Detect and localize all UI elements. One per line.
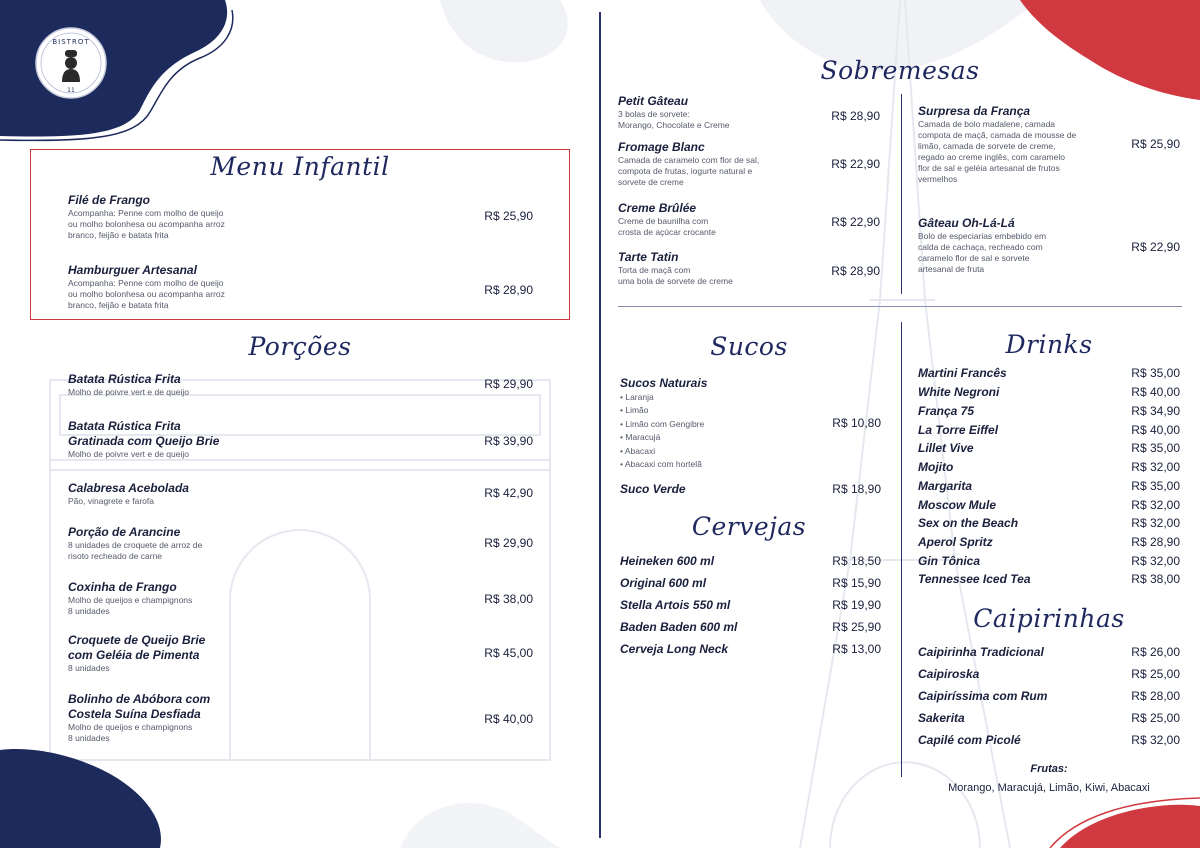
caipirinha-item: Sakerita R$ 25,00 bbox=[918, 711, 1180, 725]
drink-item: Aperol Spritz R$ 28,90 bbox=[918, 535, 1180, 549]
drink-item: Moscow Mule R$ 32,00 bbox=[918, 498, 1180, 512]
watermark-cloud-bottom bbox=[400, 803, 560, 848]
item-price: R$ 28,90 bbox=[484, 283, 533, 297]
drink-item: Lillet Vive R$ 35,00 bbox=[918, 441, 1180, 455]
cerveja-item: Stella Artois 550 ml R$ 19,90 bbox=[620, 598, 881, 612]
drink-item: Gin Tônica R$ 32,00 bbox=[918, 554, 1180, 568]
caipirinhas-title: Caipirinhas bbox=[973, 604, 1125, 633]
caipirinha-item: Caipirinha Tradicional R$ 26,00 bbox=[918, 645, 1180, 659]
sucos-title: Sucos bbox=[710, 332, 788, 361]
cerveja-item: Cerveja Long Neck R$ 13,00 bbox=[620, 642, 881, 656]
cerveja-item: Original 600 ml R$ 15,90 bbox=[620, 576, 881, 590]
sobremesa-item: Tarte Tatin Torta de maçã com uma bola de sorvete de creme R$ 28,90 bbox=[618, 250, 880, 286]
porcoes-title: Porções bbox=[248, 332, 352, 361]
caipirinha-item: Caipiroska R$ 25,00 bbox=[918, 667, 1180, 681]
drink-item: Margarita R$ 35,00 bbox=[918, 479, 1180, 493]
frutas-list: Morango, Maracujá, Limão, Kiwi, Abacaxi bbox=[948, 782, 1150, 794]
sobremesas-title: Sobremesas bbox=[820, 56, 980, 85]
porcao-item: Calabresa Acebolada Pão, vinagrete e farofa R$ 42,90 bbox=[68, 481, 533, 506]
section-divider bbox=[618, 306, 1182, 307]
menu-infantil-title: Menu Infantil bbox=[210, 152, 390, 181]
column-divider-bottom bbox=[901, 322, 902, 777]
suco-item: Sucos Naturais • Laranja • Limão • Limão com Gengibre • Maracujá • Abacaxi • Abacaxi com hortelã R$ 10,80 bbox=[620, 376, 881, 471]
caipirinha-item: Caipiríssima com Rum R$ 28,00 bbox=[918, 689, 1180, 703]
column-divider-top bbox=[901, 94, 902, 294]
cervejas-title: Cervejas bbox=[691, 512, 807, 541]
drink-item: White Negroni R$ 40,00 bbox=[918, 385, 1180, 399]
svg-text:BISTROT: BISTROT bbox=[52, 38, 90, 46]
item-name: Filé de Frango bbox=[68, 193, 151, 207]
sobremesa-item: Gâteau Oh-Lá-Lá Bolo de especiarias embebido em calda de cachaça, recheado com caramelo flor de sal e sorvete artesanal de fruta R$ 22,90 bbox=[918, 216, 1180, 274]
svg-text:11: 11 bbox=[67, 87, 75, 94]
porcao-item: Batata Rústica Frita Gratinada com Queijo Brie Molho de poivre vert e de queijo R$ 39,90 bbox=[68, 419, 533, 459]
frutas-label: Frutas: bbox=[1030, 763, 1068, 775]
navy-corner-bottom-left bbox=[0, 749, 161, 848]
porcao-item: Batata Rústica Frita Molho de poivre vert e de queijo R$ 29,90 bbox=[68, 372, 533, 397]
suco-options: • Laranja • Limão • Limão com Gengibre • Maracujá • Abacaxi • Abacaxi com hortelã bbox=[620, 391, 881, 471]
bistrot-logo bbox=[34, 26, 108, 100]
drink-item: França 75 R$ 34,90 bbox=[918, 404, 1180, 418]
cerveja-item: Baden Baden 600 ml R$ 25,90 bbox=[620, 620, 881, 634]
item-name: Hamburguer Artesanal bbox=[68, 263, 197, 277]
drink-item: Mojito R$ 32,00 bbox=[918, 460, 1180, 474]
drink-item: Tennessee Iced Tea R$ 38,00 bbox=[918, 572, 1180, 586]
red-corner-top-right bbox=[1020, 0, 1200, 100]
porcao-item: Porção de Arancine 8 unidades de croquete de arroz de risoto recheado de carne R$ 29,90 bbox=[68, 525, 533, 561]
sobremesa-item: Creme Brûlée Creme de baunilha com crosta de açúcar crocante R$ 22,90 bbox=[618, 201, 880, 237]
page-divider bbox=[599, 12, 601, 838]
suco-item: Suco Verde R$ 18,90 bbox=[620, 482, 881, 496]
item-price: R$ 25,90 bbox=[484, 209, 533, 223]
porcao-item: Bolinho de Abóbora com Costela Suína Desfiada Molho de queijos e champignons 8 unidades R$ 40,00 bbox=[68, 692, 533, 743]
sobremesa-item: Petit Gâteau 3 bolas de sorvete: Morango, Chocolate e Creme R$ 28,90 bbox=[618, 94, 880, 130]
infantil-item: Hamburguer Artesanal Acompanha: Penne com molho de queijo ou molho bolonhesa ou acompanha arroz branco, feijão e batata frita R$ 28,90 bbox=[68, 263, 533, 310]
red-corner-bottom-right bbox=[1060, 805, 1200, 848]
drinks-title: Drinks bbox=[1005, 330, 1093, 359]
infantil-item: Filé de Frango Acompanha: Penne com molho de queijo ou molho bolonhesa ou acompanha arroz branco, feijão e batata frita R$ 25,90 bbox=[68, 193, 533, 240]
porcao-item: Croquete de Queijo Brie com Geléia de Pimenta 8 unidades R$ 45,00 bbox=[68, 633, 533, 673]
caipirinha-item: Capilé com Picolé R$ 32,00 bbox=[918, 733, 1180, 747]
drink-item: Sex on the Beach R$ 32,00 bbox=[918, 516, 1180, 530]
porcao-item: Coxinha de Frango Molho de queijos e champignons 8 unidades R$ 38,00 bbox=[68, 580, 533, 616]
sobremesa-item: Surpresa da França Camada de bolo madalene, camada compota de maçã, camada de mousse de limão, camada de sorvete de creme, regado ao creme inglês, com caramelo flor de sal e geléia artesanal de frutos vermelhos R$ 25,90 bbox=[918, 104, 1180, 184]
cerveja-item: Heineken 600 ml R$ 18,50 bbox=[620, 554, 881, 568]
drink-item: Martini Francês R$ 35,00 bbox=[918, 366, 1180, 380]
sobremesa-item: Fromage Blanc Camada de caramelo com flor de sal, compota de frutas, iogurte natural e sorvete de creme R$ 22,90 bbox=[618, 140, 880, 187]
drink-item: La Torre Eiffel R$ 40,00 bbox=[918, 423, 1180, 437]
watermark-cloud-left bbox=[440, 0, 568, 62]
